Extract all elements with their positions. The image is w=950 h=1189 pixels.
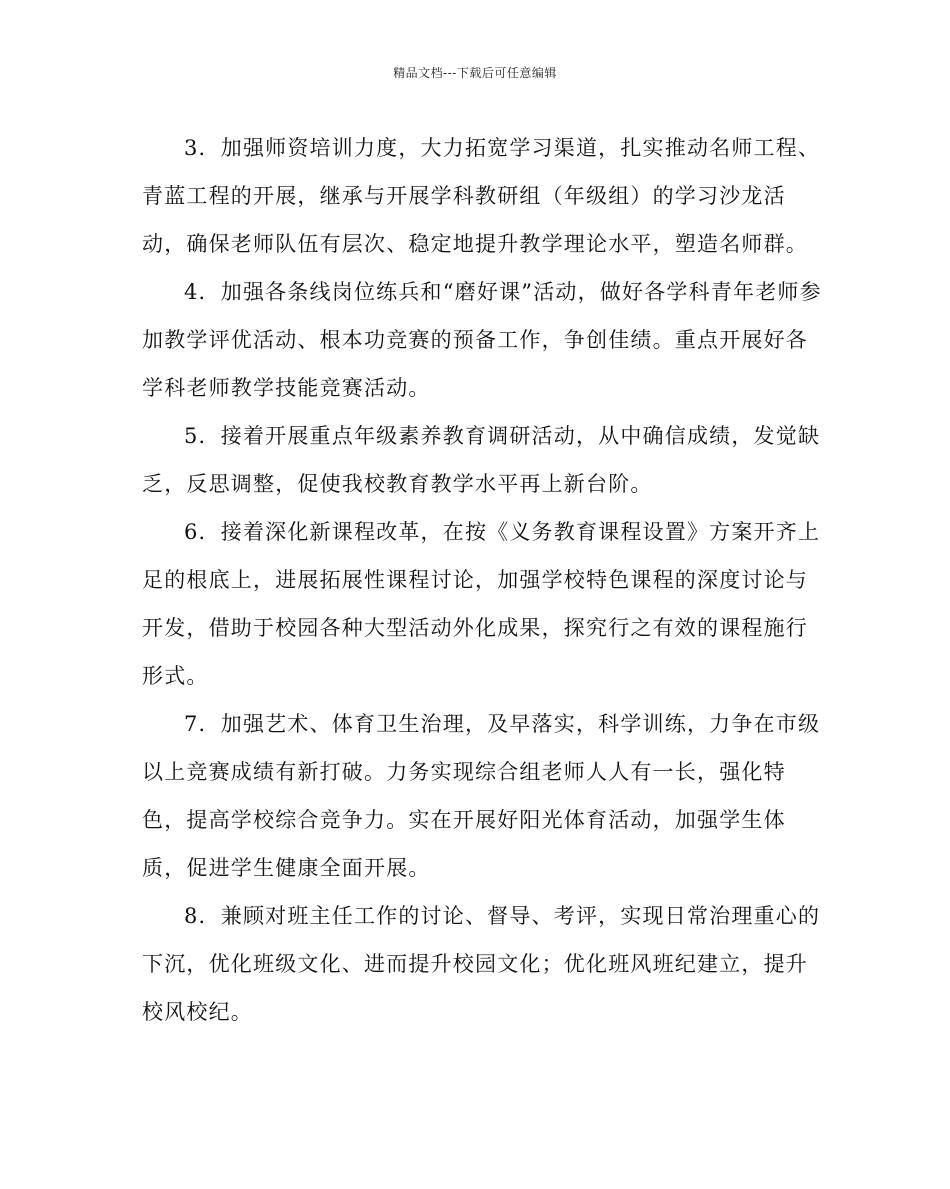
page-header: 精品文档---下载后可任意编辑 [393, 66, 557, 80]
paragraph-line: 7．加强艺术、体育卫生治理，及早落实，科学训练，力争在市级 [184, 712, 821, 736]
paragraph-line: 开发，借助于校园各种大型活动外化成果，探究行之有效的课程施行 [142, 616, 808, 640]
paragraph-line: 学科老师教学技能竞赛活动。 [142, 376, 431, 400]
paragraph-line: 8．兼顾对班主任工作的讨论、督导、考评，实现日常治理重心的 [184, 904, 821, 928]
paragraph-line: 3．加强师资培训力度，大力拓宽学习渠道，扎实推动名师工程、 [184, 136, 821, 160]
paragraph-line: 动，确保老师队伍有层次、稳定地提升教学理论水平，塑造名师群。 [142, 232, 808, 256]
paragraph-item-8 [142, 898, 821, 1042]
paragraph-line: 6．接着深化新课程改革，在按《义务教育课程设置》方案开齐上 [184, 520, 821, 544]
paragraph-line: 5．接着开展重点年级素养教育调研活动，从中确信成绩，发觉缺 [184, 424, 821, 448]
paragraph-item-5 [142, 418, 821, 514]
paragraph-line: 校风校纪。 [142, 1000, 253, 1024]
paragraph-line: 4．加强各条线岗位练兵和“磨好课”活动，做好各学科青年老师参 [184, 280, 822, 304]
paragraph-line: 以上竞赛成绩有新打破。力务实现综合组老师人人有一长，强化特 [142, 760, 786, 784]
paragraph-line: 加教学评优活动、根本功竞赛的预备工作，争创佳绩。重点开展好各 [142, 328, 808, 352]
paragraph-item-3 [142, 130, 821, 274]
paragraph-item-7 [142, 706, 821, 898]
paragraph-line: 形式。 [142, 664, 209, 688]
paragraph-line: 色，提高学校综合竞争力。实在开展好阳光体育活动，加强学生体 [142, 808, 786, 832]
paragraph-item-6 [142, 514, 821, 706]
paragraph-line: 青蓝工程的开展，继承与开展学科教研组（年级组）的学习沙龙活 [142, 184, 786, 208]
paragraph-line: 质，促进学生健康全面开展。 [142, 856, 431, 880]
document-body [142, 130, 822, 1042]
paragraph-line: 下沉，优化班级文化、进而提升校园文化；优化班风班纪建立，提升 [142, 952, 808, 976]
paragraph-line: 乏，反思调整，促使我校教育教学水平再上新台阶。 [142, 472, 653, 496]
paragraph-line: 足的根底上，进展拓展性课程讨论，加强学校特色课程的深度讨论与 [142, 568, 808, 592]
paragraph-item-4 [142, 274, 822, 418]
